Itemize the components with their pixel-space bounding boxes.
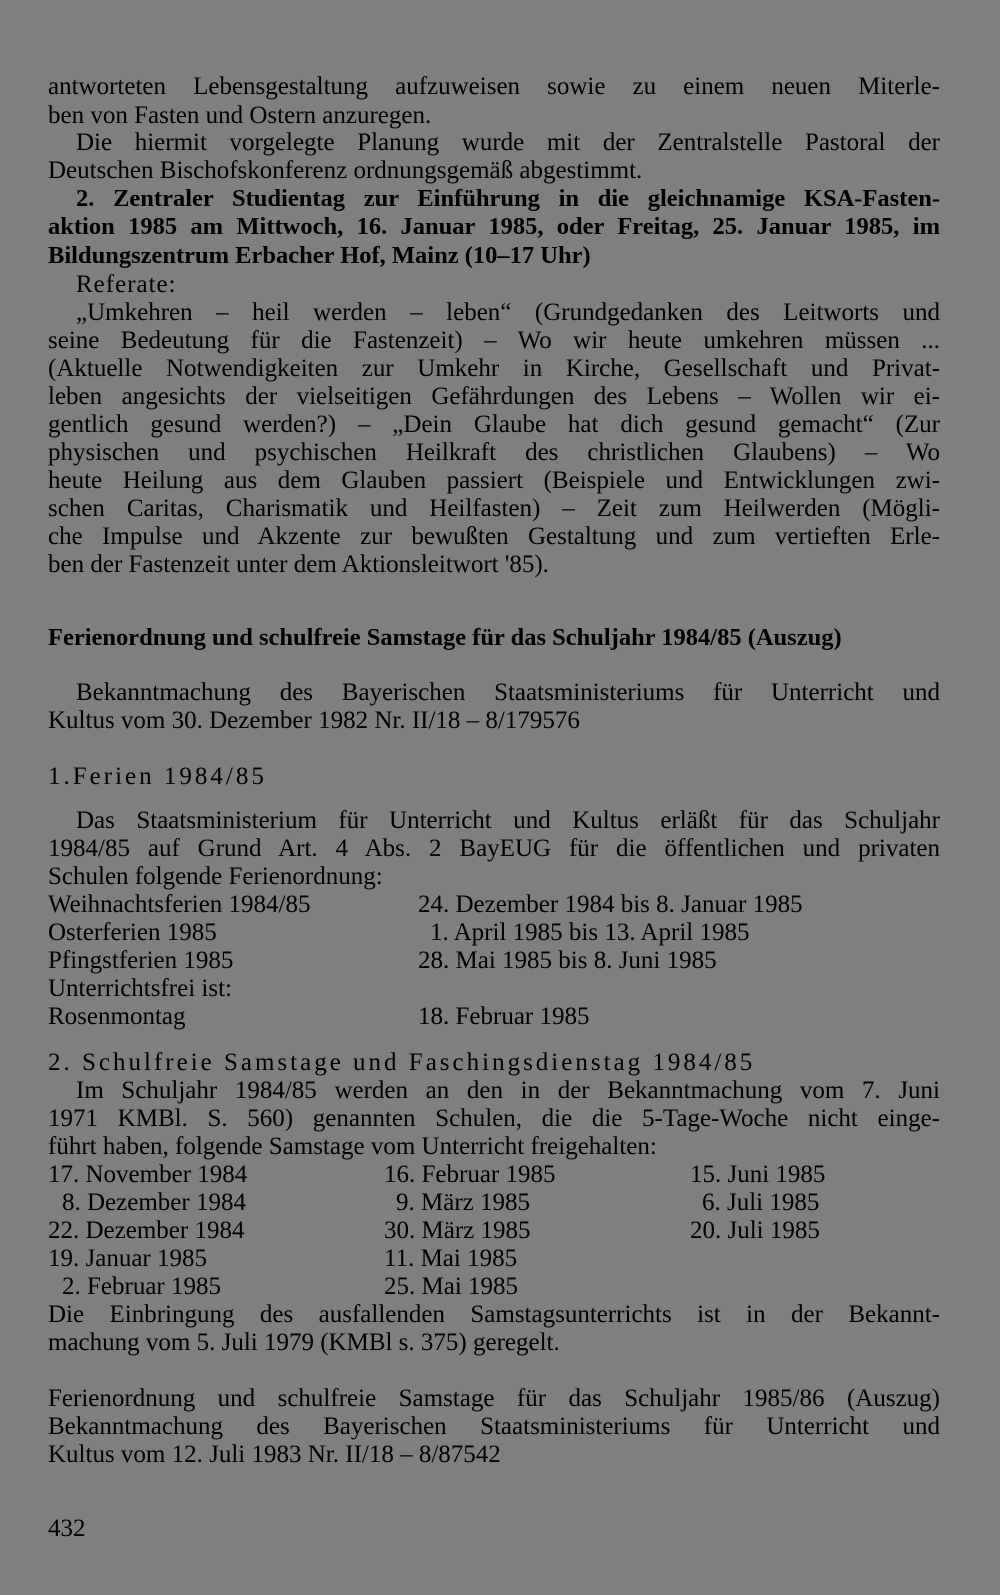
- saturday-date: 20. Juli 1985: [690, 1217, 820, 1244]
- saturday-date: 6. Juli 1985: [702, 1189, 820, 1216]
- text-line: Die Einbringung des ausfallenden Samstagsunterrichts ist in der Bekannt-: [48, 1301, 940, 1328]
- text-line: Kultus vom 30. Dezember 1982 Nr. II/18 – 8/179576: [48, 707, 580, 734]
- holiday-label: Rosenmontag: [48, 1003, 186, 1030]
- text-line: Bekanntmachung des Bayerischen Staatsministeriums für Unterricht und: [76, 679, 940, 706]
- holiday-dates: 28. Mai 1985 bis 8. Juni 1985: [418, 947, 717, 974]
- saturday-date: 17. November 1984: [48, 1161, 248, 1188]
- subheading: Referate:: [76, 271, 177, 298]
- text-line: Bekanntmachung des Bayerischen Staatsministeriums für Unterricht und: [48, 1413, 940, 1440]
- text-line: Deutschen Bischofskonferenz ordnungsgemäß abgestimmt.: [48, 157, 643, 184]
- text-line: Ferienordnung und schulfreie Samstage für das Schuljahr 1985/86 (Auszug): [48, 1385, 940, 1412]
- text-line: Die hiermit vorgelegte Planung wurde mit der Zentralstelle Pastoral der: [76, 129, 940, 156]
- saturday-date: 22. Dezember 1984: [48, 1217, 245, 1244]
- text-line: ben von Fasten und Ostern anzuregen.: [48, 102, 432, 129]
- text-line: machung vom 5. Juli 1979 (KMBl s. 375) geregelt.: [48, 1329, 560, 1356]
- saturday-date: 16. Februar 1985: [384, 1161, 556, 1188]
- text-line: führt haben, folgende Samstage vom Unterricht freigehalten:: [48, 1133, 657, 1160]
- text-line: 1971 KMBl. S. 560) genannten Schulen, die die 5-Tage-Woche nicht einge-: [48, 1105, 940, 1132]
- text-line: „Umkehren – heil werden – leben“ (Grundgedanken des Leitworts und: [76, 299, 940, 326]
- holiday-label: Unterrichtsfrei ist:: [48, 975, 232, 1002]
- text-line: schen Caritas, Charismatik und Heilfasten) – Zeit zum Heilwerden (Mögli-: [48, 495, 940, 522]
- text-line: Das Staatsministerium für Unterricht und Kultus erläßt für das Schuljahr: [76, 807, 940, 834]
- page-number: 432: [48, 1515, 86, 1542]
- subsection-title: 1.Ferien 1984/85: [48, 763, 267, 790]
- text-line: Schulen folgende Ferienordnung:: [48, 863, 383, 890]
- text-line: antworteten Lebensgestaltung aufzuweisen sowie zu einem neuen Miterle-: [48, 73, 940, 100]
- saturday-date: 25. Mai 1985: [384, 1273, 519, 1300]
- text-line: ben der Fastenzeit unter dem Aktionsleitwort '85).: [48, 551, 549, 578]
- saturday-date: 15. Juni 1985: [690, 1161, 826, 1188]
- text-line: (Aktuelle Notwendigkeiten zur Umkehr in Kirche, Gesellschaft und Privat-: [48, 355, 940, 382]
- holiday-dates: 18. Februar 1985: [418, 1003, 590, 1030]
- holiday-label: Osterferien 1985: [48, 919, 217, 946]
- holiday-label: Pfingstferien 1985: [48, 947, 234, 974]
- subsection-title: 2. Schulfreie Samstage und Faschingsdienstag 1984/85: [48, 1049, 756, 1076]
- text-line: gentlich gesund werden?) – „Dein Glaube hat dich gesund gemacht“ (Zur: [48, 411, 940, 438]
- saturday-date: 9. März 1985: [396, 1189, 530, 1216]
- section-heading: aktion 1985 am Mittwoch, 16. Januar 1985, oder Freitag, 25. Januar 1985, im: [48, 213, 940, 240]
- section-heading: Bildungszentrum Erbacher Hof, Mainz (10–17 Uhr): [48, 242, 591, 269]
- text-line: Kultus vom 12. Juli 1983 Nr. II/18 – 8/87542: [48, 1441, 501, 1468]
- holiday-dates: 1. April 1985 bis 13. April 1985: [430, 919, 750, 946]
- section-heading: 2. Zentraler Studientag zur Einführung in die gleichnamige KSA-Fasten-: [76, 185, 940, 212]
- text-line: physischen und psychischen Heilkraft des christlichen Glaubens) – Wo: [48, 439, 940, 466]
- section-title: Ferienordnung und schulfreie Samstage für das Schuljahr 1984/85 (Auszug): [48, 624, 842, 651]
- holiday-dates: 24. Dezember 1984 bis 8. Januar 1985: [418, 891, 803, 918]
- text-line: Im Schuljahr 1984/85 werden an den in der Bekanntmachung vom 7. Juni: [76, 1077, 940, 1104]
- holiday-label: Weihnachtsferien 1984/85: [48, 891, 311, 918]
- text-line: heute Heilung aus dem Glauben passiert (Beispiele und Entwicklungen zwi-: [48, 467, 940, 494]
- text-line: che Impulse und Akzente zur bewußten Gestaltung und zum vertieften Erle-: [48, 523, 940, 550]
- saturday-date: 11. Mai 1985: [384, 1245, 518, 1272]
- saturday-date: 2. Februar 1985: [62, 1273, 221, 1300]
- text-line: 1984/85 auf Grund Art. 4 Abs. 2 BayEUG für die öffentlichen und privaten: [48, 835, 940, 862]
- saturday-date: 19. Januar 1985: [48, 1245, 207, 1272]
- saturday-date: 8. Dezember 1984: [62, 1189, 246, 1216]
- text-line: seine Bedeutung für die Fastenzeit) – Wo wir heute umkehren müssen ...: [48, 327, 940, 354]
- saturday-date: 30. März 1985: [384, 1217, 531, 1244]
- text-line: leben angesichts der vielseitigen Gefährdungen des Lebens – Wollen wir ei-: [48, 383, 940, 410]
